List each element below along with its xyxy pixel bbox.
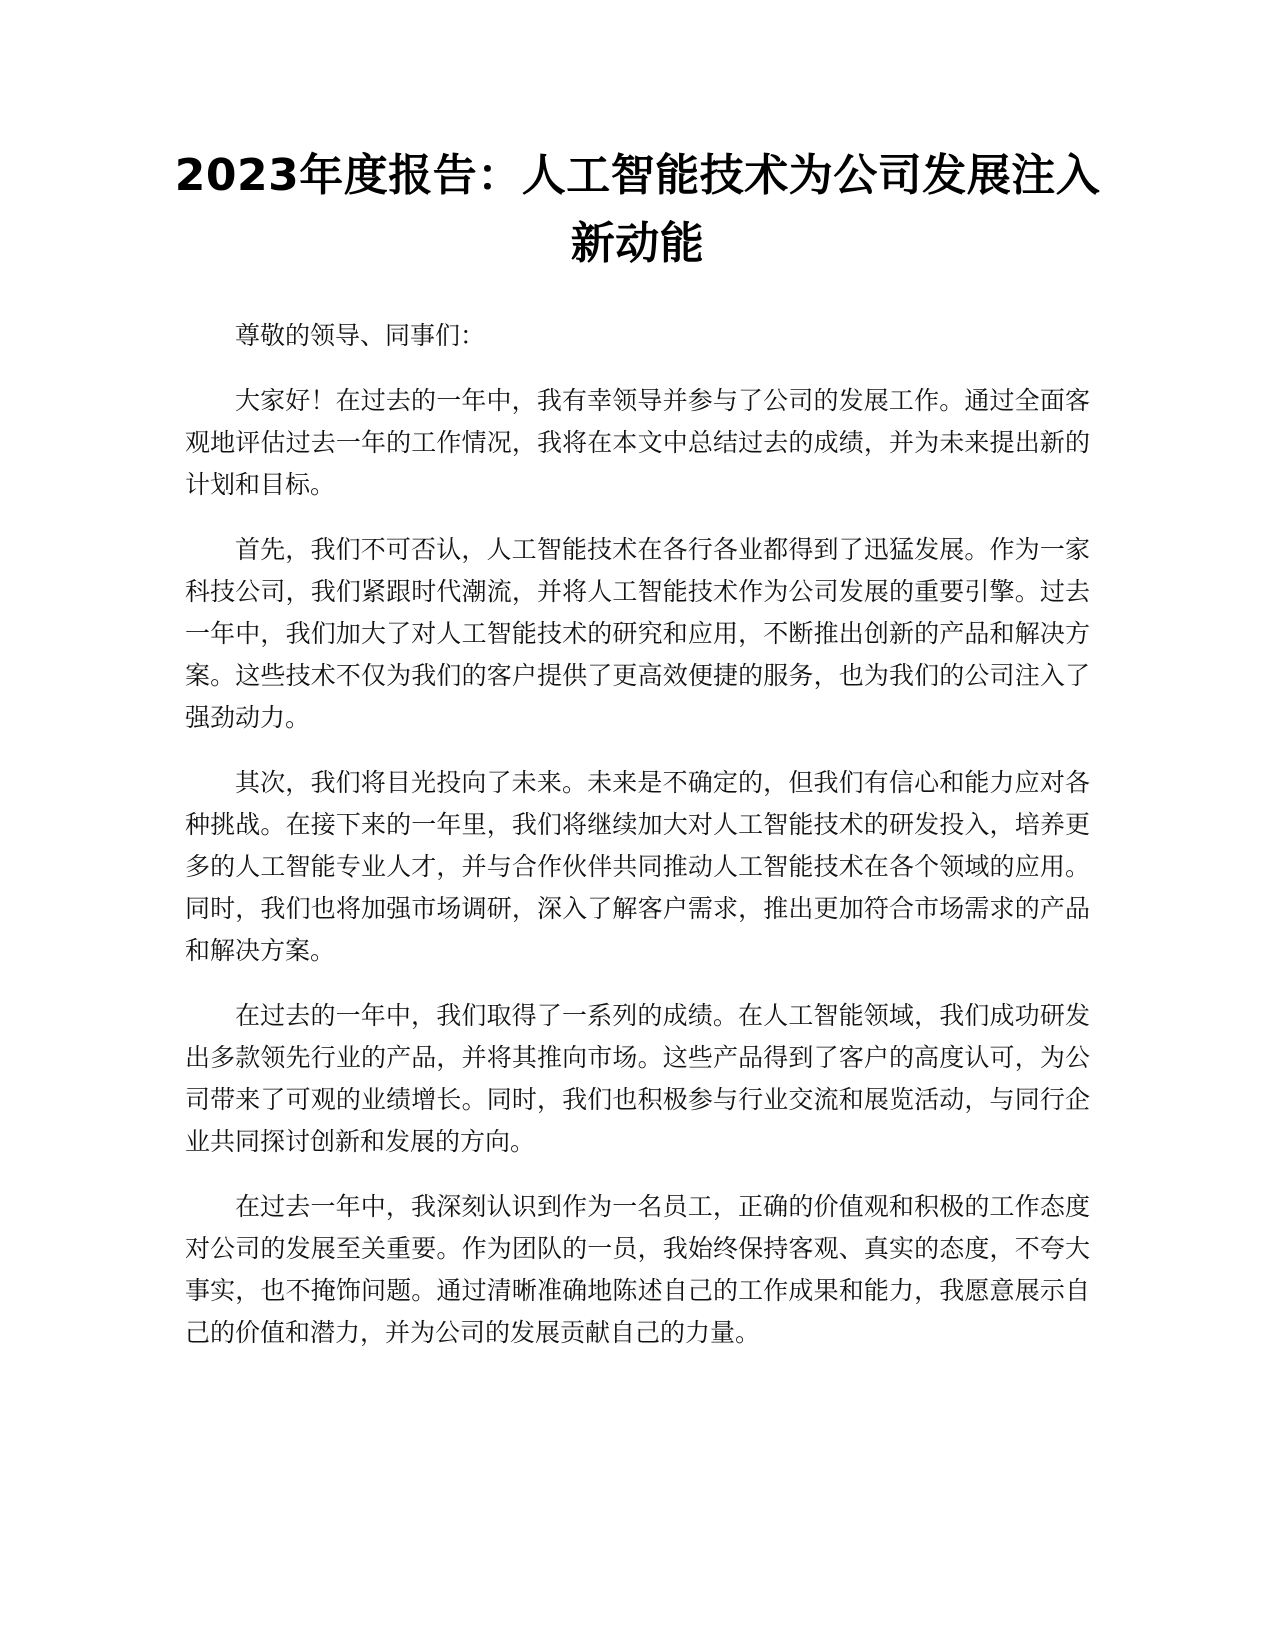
- document-title: 2023年度报告：人工智能技术为公司发展注入新动能: [174, 150, 1101, 269]
- document-body: [185, 315, 1090, 1377]
- salutation-paragraph: 尊敬的领导、同事们：: [235, 321, 486, 350]
- intro-paragraph: 大家好！在过去的一年中，我有幸领导并参与了公司的发展工作。通过全面客观地评估过去一年的工作情况，我将在本文中总结过去的成绩，并为未来提出新的计划和目标。: [185, 386, 1090, 499]
- body-paragraph: 在过去一年中，我深刻认识到作为一名员工，正确的价值观和积极的工作态度对公司的发展至关重要。作为团队的一员，我始终保持客观、真实的态度，不夸大事实，也不掩饰问题。通过清晰准确地陈述自己的工作成果和能力，我愿意展示自己的价值和潜力，并为公司的发展贡献自己的力量。: [185, 1192, 1090, 1347]
- body-paragraph: 首先，我们不可否认，人工智能技术在各行各业都得到了迅猛发展。作为一家科技公司，我们紧跟时代潮流，并将人工智能技术作为公司发展的重要引擎。过去一年中，我们加大了对人工智能技术的研究和应用，不断推出创新的产品和解决方案。这些技术不仅为我们的客户提供了更高效便捷的服务，也为我们的公司注入了强劲动力。: [185, 535, 1090, 732]
- body-paragraph: 其次，我们将目光投向了未来。未来是不确定的，但我们有信心和能力应对各种挑战。在接下来的一年里，我们将继续加大对人工智能技术的研发投入，培养更多的人工智能专业人才，并与合作伙伴共同推动人工智能技术在各个领域的应用。同时，我们也将加强市场调研，深入了解客户需求，推出更加符合市场需求的产品和解决方案。: [185, 768, 1090, 965]
- body-paragraph: 在过去的一年中，我们取得了一系列的成绩。在人工智能领域，我们成功研发出多款领先行业的产品，并将其推向市场。这些产品得到了客户的高度认可，为公司带来了可观的业绩增长。同时，我们也积极参与行业交流和展览活动，与同行企业共同探讨创新和发展的方向。: [185, 1001, 1090, 1156]
